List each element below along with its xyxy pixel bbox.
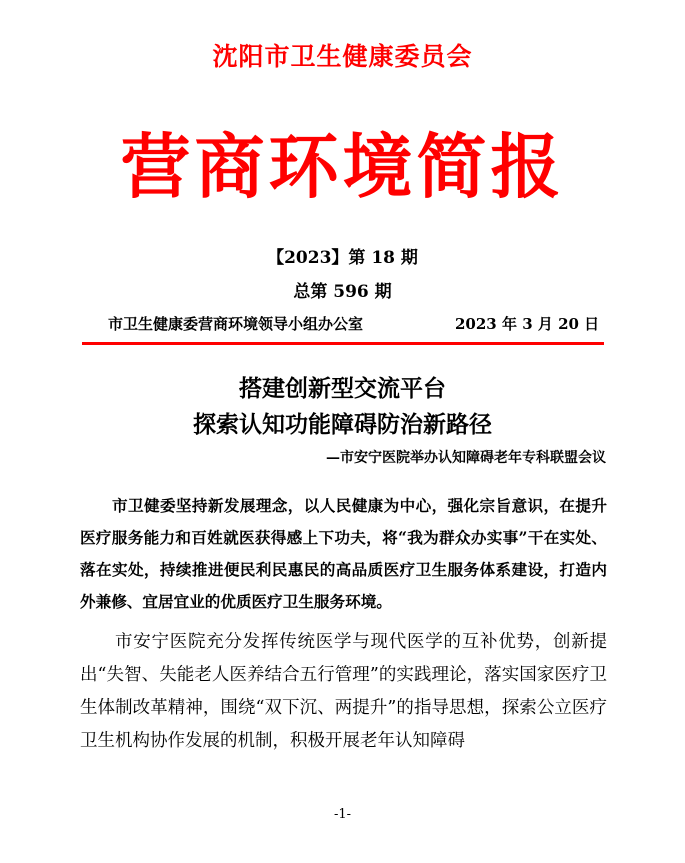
article-subtitle: —市安宁医院举办认知障碍老年专科联盟会议 [326,450,606,466]
page-number: -1- [333,807,352,822]
body-paragraph: 市安宁医院充分发挥传统医学与现代医学的互补优势，创新提出“失智、失能老人医养结合五行管理”的实践理论，落实国家医疗卫生体制改革精神，围绕“双下沉、两提升”的指导思想，探索公立医疗卫生机构协作发展的机制，积极开展老年认知障碍 [80,632,607,751]
issue-date: 2023 年 3 月 20 日 [455,315,600,333]
issuing-office: 市卫生健康委营商环境领导小组办公室 [108,315,364,333]
issue-number: 【2023】第 18 期 [267,248,418,268]
organization-name: 沈阳市卫生健康委员会 [212,42,473,71]
total-issue-number: 总第 596 期 [293,282,392,302]
masthead-title: 营商环境简报 [120,125,565,208]
article-title-line1: 搭建创新型交流平台 [239,375,446,402]
intro-paragraph: 市卫健委坚持新发展理念，以人民健康为中心，强化宗旨意识，在提升医疗服务能力和百姓就医获得感上下功夫，将“我为群众办实事”干在实处、落在实处，持续推进便民利民惠民的高品质医疗卫生服务体系建设，打造内外兼修、宜居宜业的优质医疗卫生服务环境。 [80,496,607,611]
article-title-line2: 探索认知功能障碍防治新路径 [193,411,492,438]
header-divider [82,342,604,345]
